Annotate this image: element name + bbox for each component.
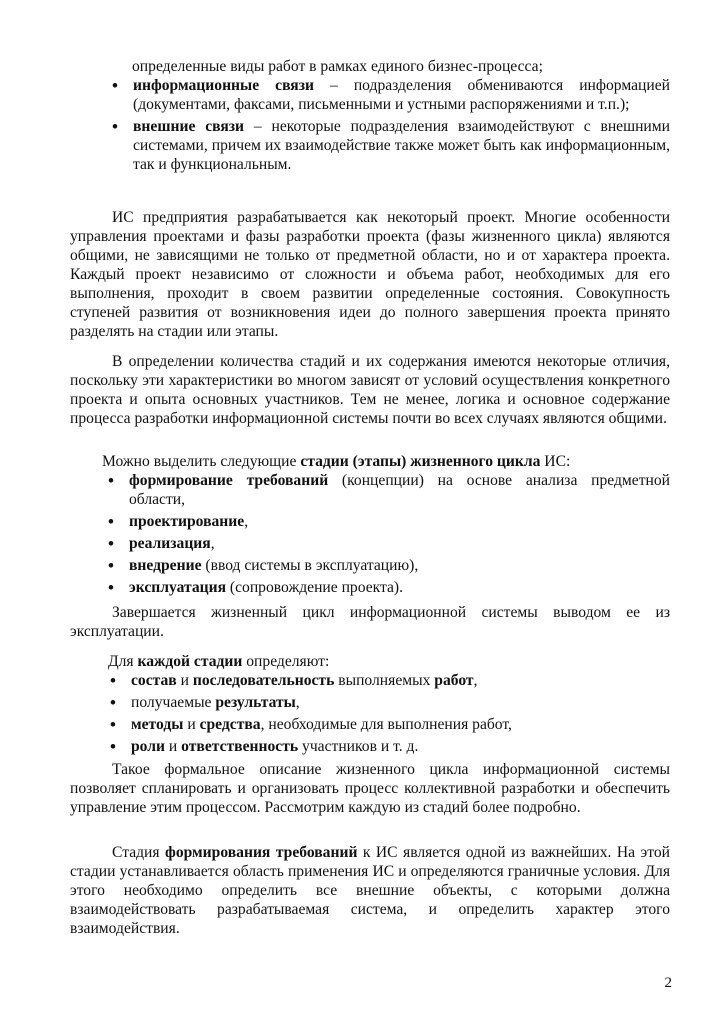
list-item-term: эксплуатация (129, 579, 227, 596)
list-item (106, 578, 670, 597)
stages-list (70, 471, 670, 597)
list-continuation: определенные виды работ в рамках единого бизнес-процесса; (132, 58, 543, 75)
define-list (70, 671, 670, 756)
stages-section (70, 452, 670, 600)
page-number: 2 (664, 975, 672, 991)
paragraph-lifecycle-end: Завершается жизненный цикл информационной системы выводом ее из эксплуатации. (70, 604, 670, 640)
list-item (106, 556, 670, 575)
list-item-term: реализация (129, 535, 211, 552)
list-item (110, 76, 670, 114)
paragraph-formal-description: Такое формальное описание жизненного цикла информационной системы позволяет спланировать и организовать процесс коллективной разработки и обеспечить управление этим процессом. Рассмотрим каждую из стадий более подробно. (70, 761, 670, 816)
relations-list (70, 57, 670, 177)
list-item-text: , (244, 513, 249, 530)
stages-intro: Можно выделить следующие стадии (этапы) жизненного цикла ИС: (102, 453, 571, 470)
define-section (70, 652, 670, 759)
list-item: • состав и последовательность выполняемых работ, (108, 671, 670, 690)
list-item: • получаемые результаты, (108, 693, 670, 712)
paragraph-project: ИС предприятия разрабатывается как некоторый проект. Многие особенности управления проектами и фазы разработки проекта (фазы жизненного цикла) являются общими, не зависящими не только от предметной области, но и от характера проекта. Каждый проект независимо от сложности и объема работ, необходимых для его выполнения, проходит в своем развитии определенные состояния. Совокупность ступеней развития от возникновения идеи до полного завершения проекта принято разделять на стадии или этапы. (70, 209, 670, 340)
list-item-term: проектирование (129, 513, 245, 530)
paragraph-requirements: Стадия формирования требований к ИС является одной из важнейших. На этой стадии устанавливается область применения ИС и определяются граничные условия. Для этого необходимо определить все внешние объекты, с которыми должна взаимодействовать разрабатываемая система, и определить характер этого взаимодействия. (70, 844, 670, 937)
list-item-text: (ввод системы в эксплуатацию), (201, 557, 419, 574)
list-item: • методы и средства, необходимые для выполнения работ, (108, 715, 670, 734)
list-item-text: – некоторые подразделения взаимодействуют с внешними системами, причем их взаимодействие также может быть как информационным, так и функциональным. (133, 118, 670, 173)
list-item-text: , (210, 535, 215, 552)
list-item (106, 534, 670, 553)
list-item-text: (сопровождение проекта). (226, 579, 404, 596)
list-item-term: внедрение (129, 557, 202, 574)
list-item-term: информационные связи (133, 77, 314, 94)
list-item-text: – подразделения обмениваются информацией (документами, факсами, письменными и устными распоряжениями и т.п.); (133, 77, 670, 113)
relations-bullets (70, 76, 670, 174)
list-item (106, 512, 670, 531)
list-item-term: внешние связи (133, 118, 245, 135)
list-item-term: формирование требований (129, 472, 329, 489)
list-item: • роли и ответственность участников и т. д. (108, 737, 670, 756)
list-item-text: (концепции) на основе анализа предметной области, (129, 472, 670, 508)
paragraph-stages-count: В определении количества стадий и их содержания имеются некоторые отличия, поскольку эти характеристики во многом зависят от условий осуществления конкретного проекта и опыта основных участников. Тем не менее, логика и основное содержание процесса разработки информационной системы почти во всех случаях являются общими. (70, 353, 670, 427)
list-item (110, 117, 670, 174)
define-intro: Для каждой стадии определяют: (108, 653, 330, 670)
list-item (106, 471, 670, 509)
